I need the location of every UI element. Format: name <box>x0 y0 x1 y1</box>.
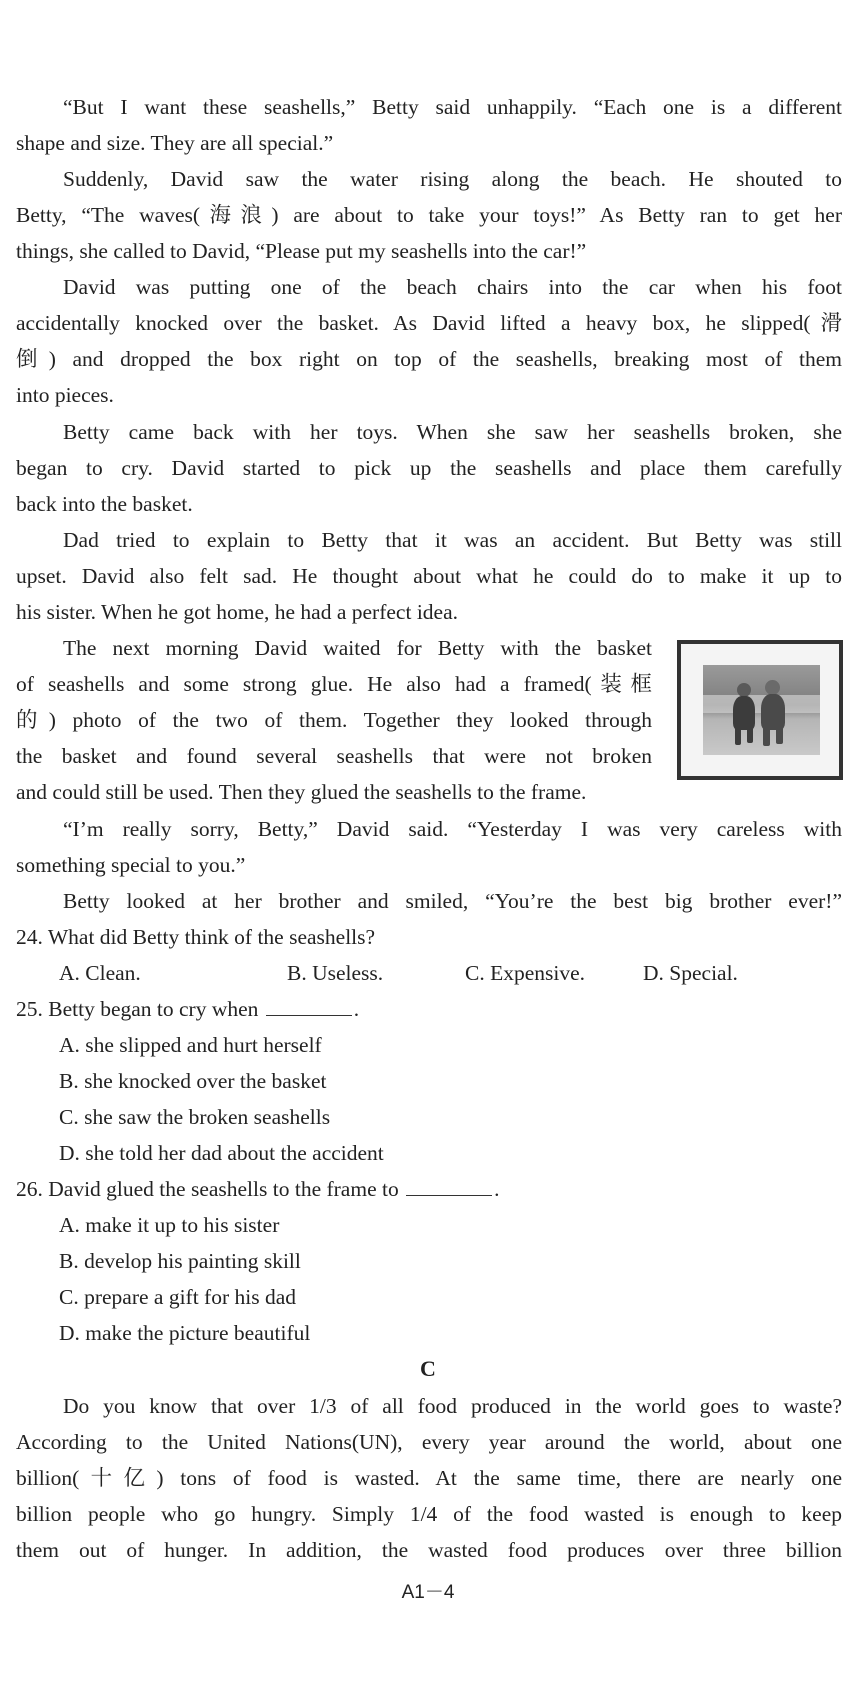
passage-line: and could still be used. Then they glued the seashells to the frame. <box>16 780 587 804</box>
passage-line: According to the United Nations(UN), every year around the world, about one <box>16 1430 842 1454</box>
question-25-option-b[interactable]: B. she knocked over the basket <box>59 1069 327 1093</box>
passage-line: 倒) and dropped the box right on top of the seashells, breaking most of them <box>16 347 842 371</box>
passage-line: something special to you.” <box>16 853 246 877</box>
question-26-stem <box>16 1171 499 1207</box>
passage-line: billion people who go hungry. Simply 1/4 of the food wasted is enough to keep <box>16 1502 842 1526</box>
passage-line: them out of hunger. In addition, the wasted food produces over three billion <box>16 1538 842 1562</box>
question-26-option-c[interactable]: C. prepare a gift for his dad <box>59 1285 297 1309</box>
question-26-option-a[interactable]: A. make it up to his sister <box>59 1213 280 1237</box>
passage-line: things, she called to David, “Please put my seashells into the car!” <box>16 239 587 263</box>
question-24-option-c[interactable]: C. Expensive. <box>465 961 586 985</box>
beach-photo <box>703 665 820 755</box>
question-25-stem-end: . <box>353 997 360 1021</box>
question-24-option-b[interactable]: B. Useless. <box>287 961 384 985</box>
passage-line: back into the basket. <box>16 492 193 516</box>
passage-line: into pieces. <box>16 383 114 407</box>
passage-line: shape and size. They are all special.” <box>16 131 334 155</box>
page-number: A1－4 <box>401 1582 455 1603</box>
passage-line: David was putting one of the beach chairs into the car when his foot <box>63 275 842 299</box>
question-26-stem-text: 26. David glued the seashells to the frame to <box>16 1177 399 1201</box>
passage-line: Betty, “The waves(海浪) are about to take your toys!” As Betty ran to get her <box>16 203 842 227</box>
passage-line: “But I want these seashells,” Betty said unhappily. “Each one is a different <box>63 95 842 119</box>
question-24-option-d[interactable]: D. Special. <box>643 961 738 985</box>
question-26-option-b[interactable]: B. develop his painting skill <box>59 1249 301 1273</box>
question-26-stem-end: . <box>494 1177 500 1201</box>
passage-line: his sister. When he got home, he had a perfect idea. <box>16 600 458 624</box>
passage-line: Betty looked at her brother and smiled, “You’re the best big brother ever!” <box>63 889 842 913</box>
answer-blank[interactable] <box>406 1173 492 1196</box>
answer-blank[interactable] <box>266 993 352 1016</box>
passage-line: Suddenly, David saw the water rising along the beach. He shouted to <box>63 167 842 191</box>
framed-photo-icon <box>677 640 843 780</box>
passage-line: accidentally knocked over the basket. As David lifted a heavy box, he slipped(滑 <box>16 311 842 335</box>
passage-line: The next morning David waited for Betty with the basket <box>63 636 652 660</box>
passage-line: of seashells and some strong glue. He also had a framed(装框 <box>16 672 652 696</box>
passage-line: upset. David also felt sad. He thought about what he could do to make it up to <box>16 564 842 588</box>
passage-line: the basket and found several seashells that were not broken <box>16 744 652 768</box>
passage-line: 的) photo of the two of them. Together they looked through <box>16 708 652 732</box>
question-26-option-d[interactable]: D. make the picture beautiful <box>59 1321 311 1345</box>
passage-line: billion(十亿) tons of food is wasted. At the same time, there are nearly one <box>16 1466 842 1490</box>
passage-line: “I’m really sorry, Betty,” David said. “Yesterday I was very careless with <box>63 817 842 841</box>
question-25-stem-text: 25. Betty began to cry when <box>16 997 259 1021</box>
question-25-stem <box>16 991 359 1027</box>
question-25-option-d[interactable]: D. she told her dad about the accident <box>59 1141 384 1165</box>
passage-line: Betty came back with her toys. When she saw her seashells broken, she <box>63 420 842 444</box>
question-25-option-a[interactable]: A. she slipped and hurt herself <box>59 1033 322 1057</box>
passage-line: began to cry. David started to pick up the seashells and place them carefully <box>16 456 842 480</box>
question-24-stem: 24. What did Betty think of the seashells? <box>16 925 376 949</box>
question-25-option-c[interactable]: C. she saw the broken seashells <box>59 1105 331 1129</box>
question-24-option-a[interactable]: A. Clean. <box>59 961 141 985</box>
passage-line: Do you know that over 1/3 of all food produced in the world goes to waste? <box>63 1394 842 1418</box>
section-heading: C <box>420 1356 436 1381</box>
passage-line: Dad tried to explain to Betty that it was an accident. But Betty was still <box>63 528 842 552</box>
